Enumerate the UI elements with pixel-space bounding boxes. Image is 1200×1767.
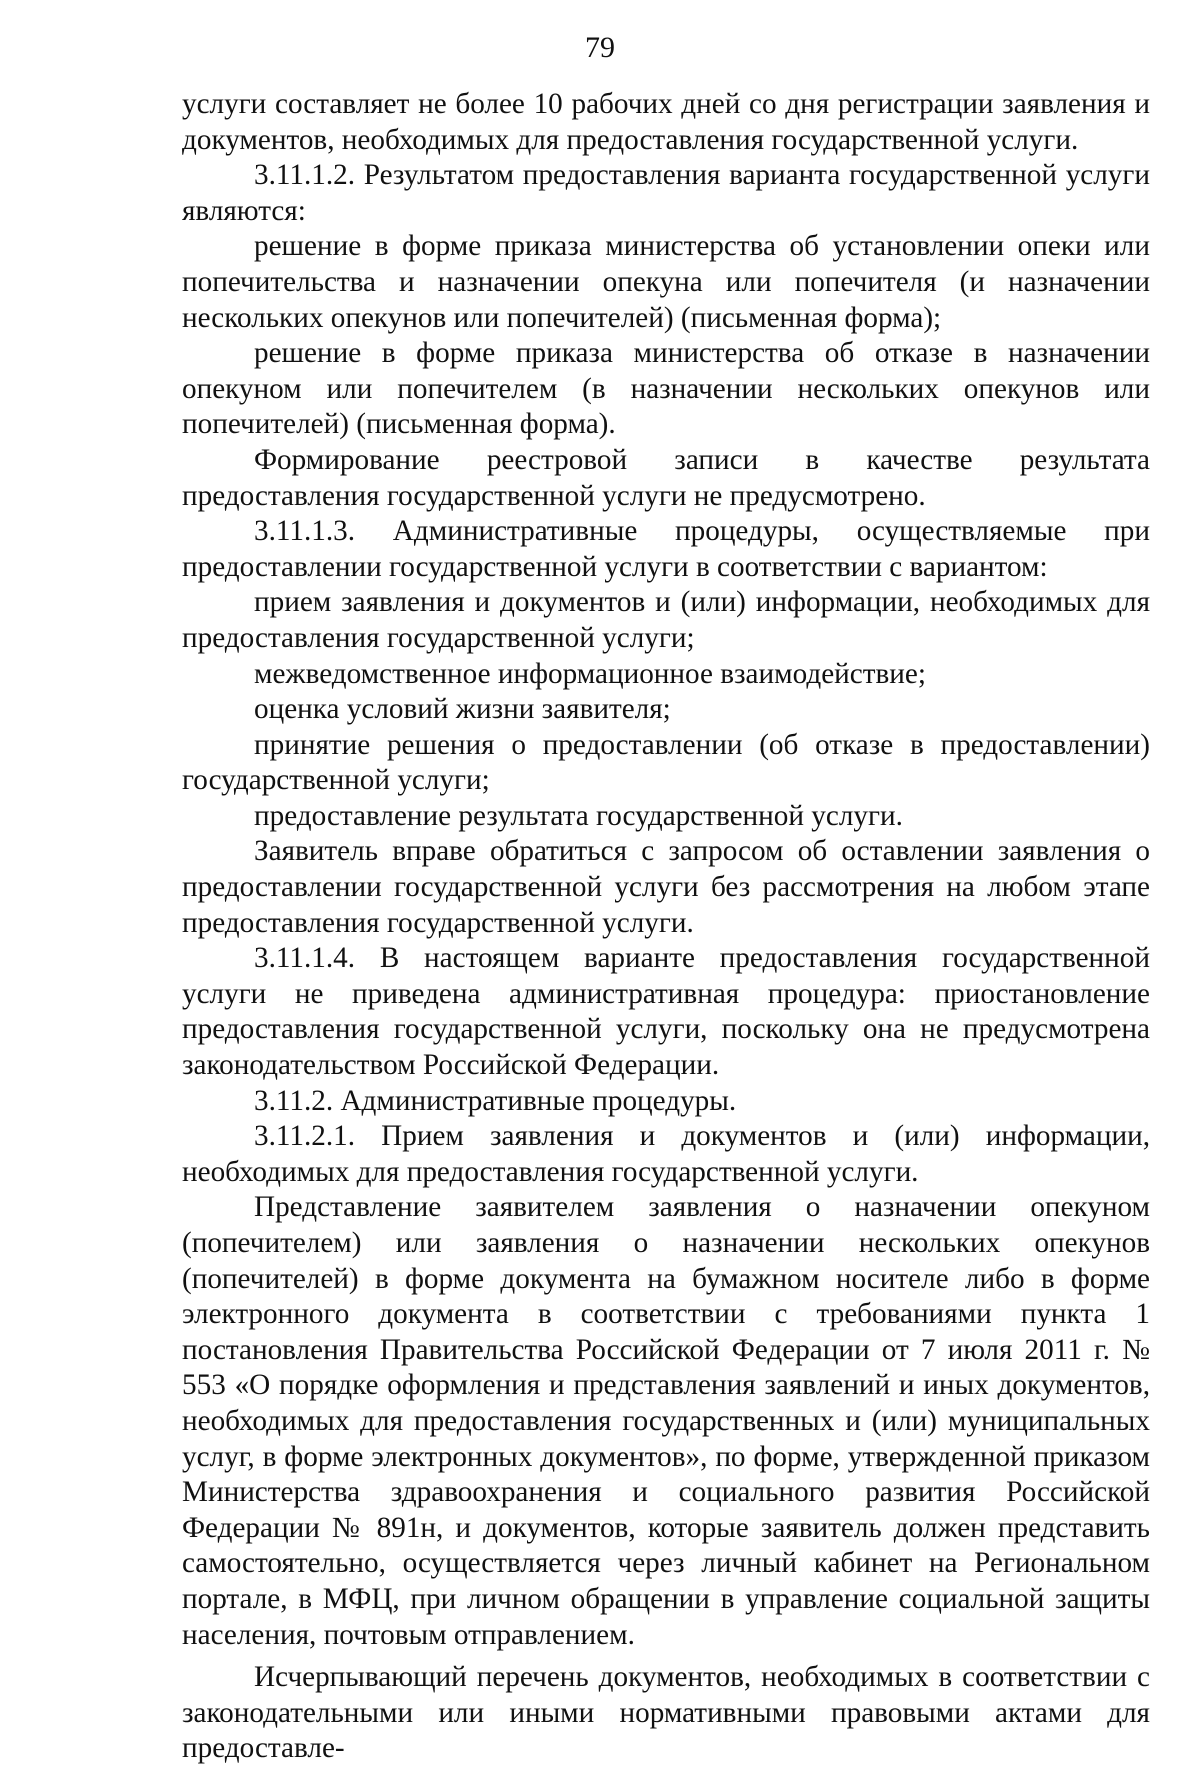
paragraph-6: 3.11.1.3. Административные процедуры, осуществляемые при предоставлении государственной услуги в соответствии с вариантом: [182, 515, 1150, 583]
paragraph-4: решение в форме приказа министерства об отказе в назначении опекуном или попечителем (в назначении нескольких опекунов или попечителей) (письменная форма). [182, 337, 1150, 441]
paragraph-5: Формирование реестровой записи в качестве результата предоставления государственной услуги не предусмотрено. [182, 443, 1150, 512]
paragraph-1: услуги составляет не более 10 рабочих дней со дня регистрации заявления и документов, необходимых для предоставления государственной услуги. [182, 88, 1150, 156]
document-body [182, 87, 1150, 1767]
paragraph-8: межведомственное информационное взаимодействие; [254, 657, 926, 690]
paragraph-15: 3.11.2.1. Прием заявления и документов и (или) информации, необходимых для предоставления государственной услуги. [182, 1120, 1150, 1188]
paragraph-14: 3.11.2. Административные процедуры. [254, 1084, 737, 1117]
paragraph-3: решение в форме приказа министерства об установлении опеки или попечительства и назначении опекуна или попечителя (и назначении нескольких опекунов или попечителей) (письменная форма); [182, 230, 1150, 334]
paragraph-13: 3.11.1.4. В настоящем варианте предоставления государственной услуги не приведена административная процедура: приостановление предоставления государственной услуги, поскольку она не предусмотрена законодательством Российской Федерации. [182, 942, 1150, 1082]
paragraph-2: 3.11.1.2. Результатом предоставления варианта государственной услуги являются: [182, 159, 1150, 227]
paragraph-12: Заявитель вправе обратиться с запросом об оставлении заявления о предоставлении государственной услуги без рассмотрения на любом этапе предоставления государственной услуги. [182, 835, 1150, 939]
paragraph-7: прием заявления и документов и (или) информации, необходимых для предоставления государственной услуги; [182, 586, 1150, 654]
page-number: 79 [585, 31, 615, 64]
paragraph-16: Представление заявителем заявления о назначении опекуном (попечителем) или заявления о назначении нескольких опекунов (попечителей) в форме документа на бумажном носителе либо в форме электронного документа в соответствии с требованиями пункта 1 постановления Правительства Российской Федерации от 7 июля 2011 г. № 553 «О порядке оформления и представления заявлений и иных документов, необходимых для предоставления государственных и (или) муниципальных услуг, в форме электронных документов», по форме, утвержденной приказом Министерства здравоохранения и социального развития Российской Федерации № 891н, и документов, которые заявитель должен представить самостоятельно, осуществляется через личный кабинет на Региональном портале, в МФЦ, при личном обращении в управление социальной защиты населения, почтовым отправлением. [182, 1191, 1150, 1651]
paragraph-17: Исчерпывающий перечень документов, необходимых в соответствии с законодательными или иными нормативными правовыми актами для предоставле- [182, 1661, 1150, 1765]
paragraph-10: принятие решения о предоставлении (об отказе в предоставлении) государственной услуги; [182, 728, 1150, 797]
paragraph-11: предоставление результата государственной услуги. [254, 799, 903, 832]
paragraph-9: оценка условий жизни заявителя; [254, 693, 671, 726]
